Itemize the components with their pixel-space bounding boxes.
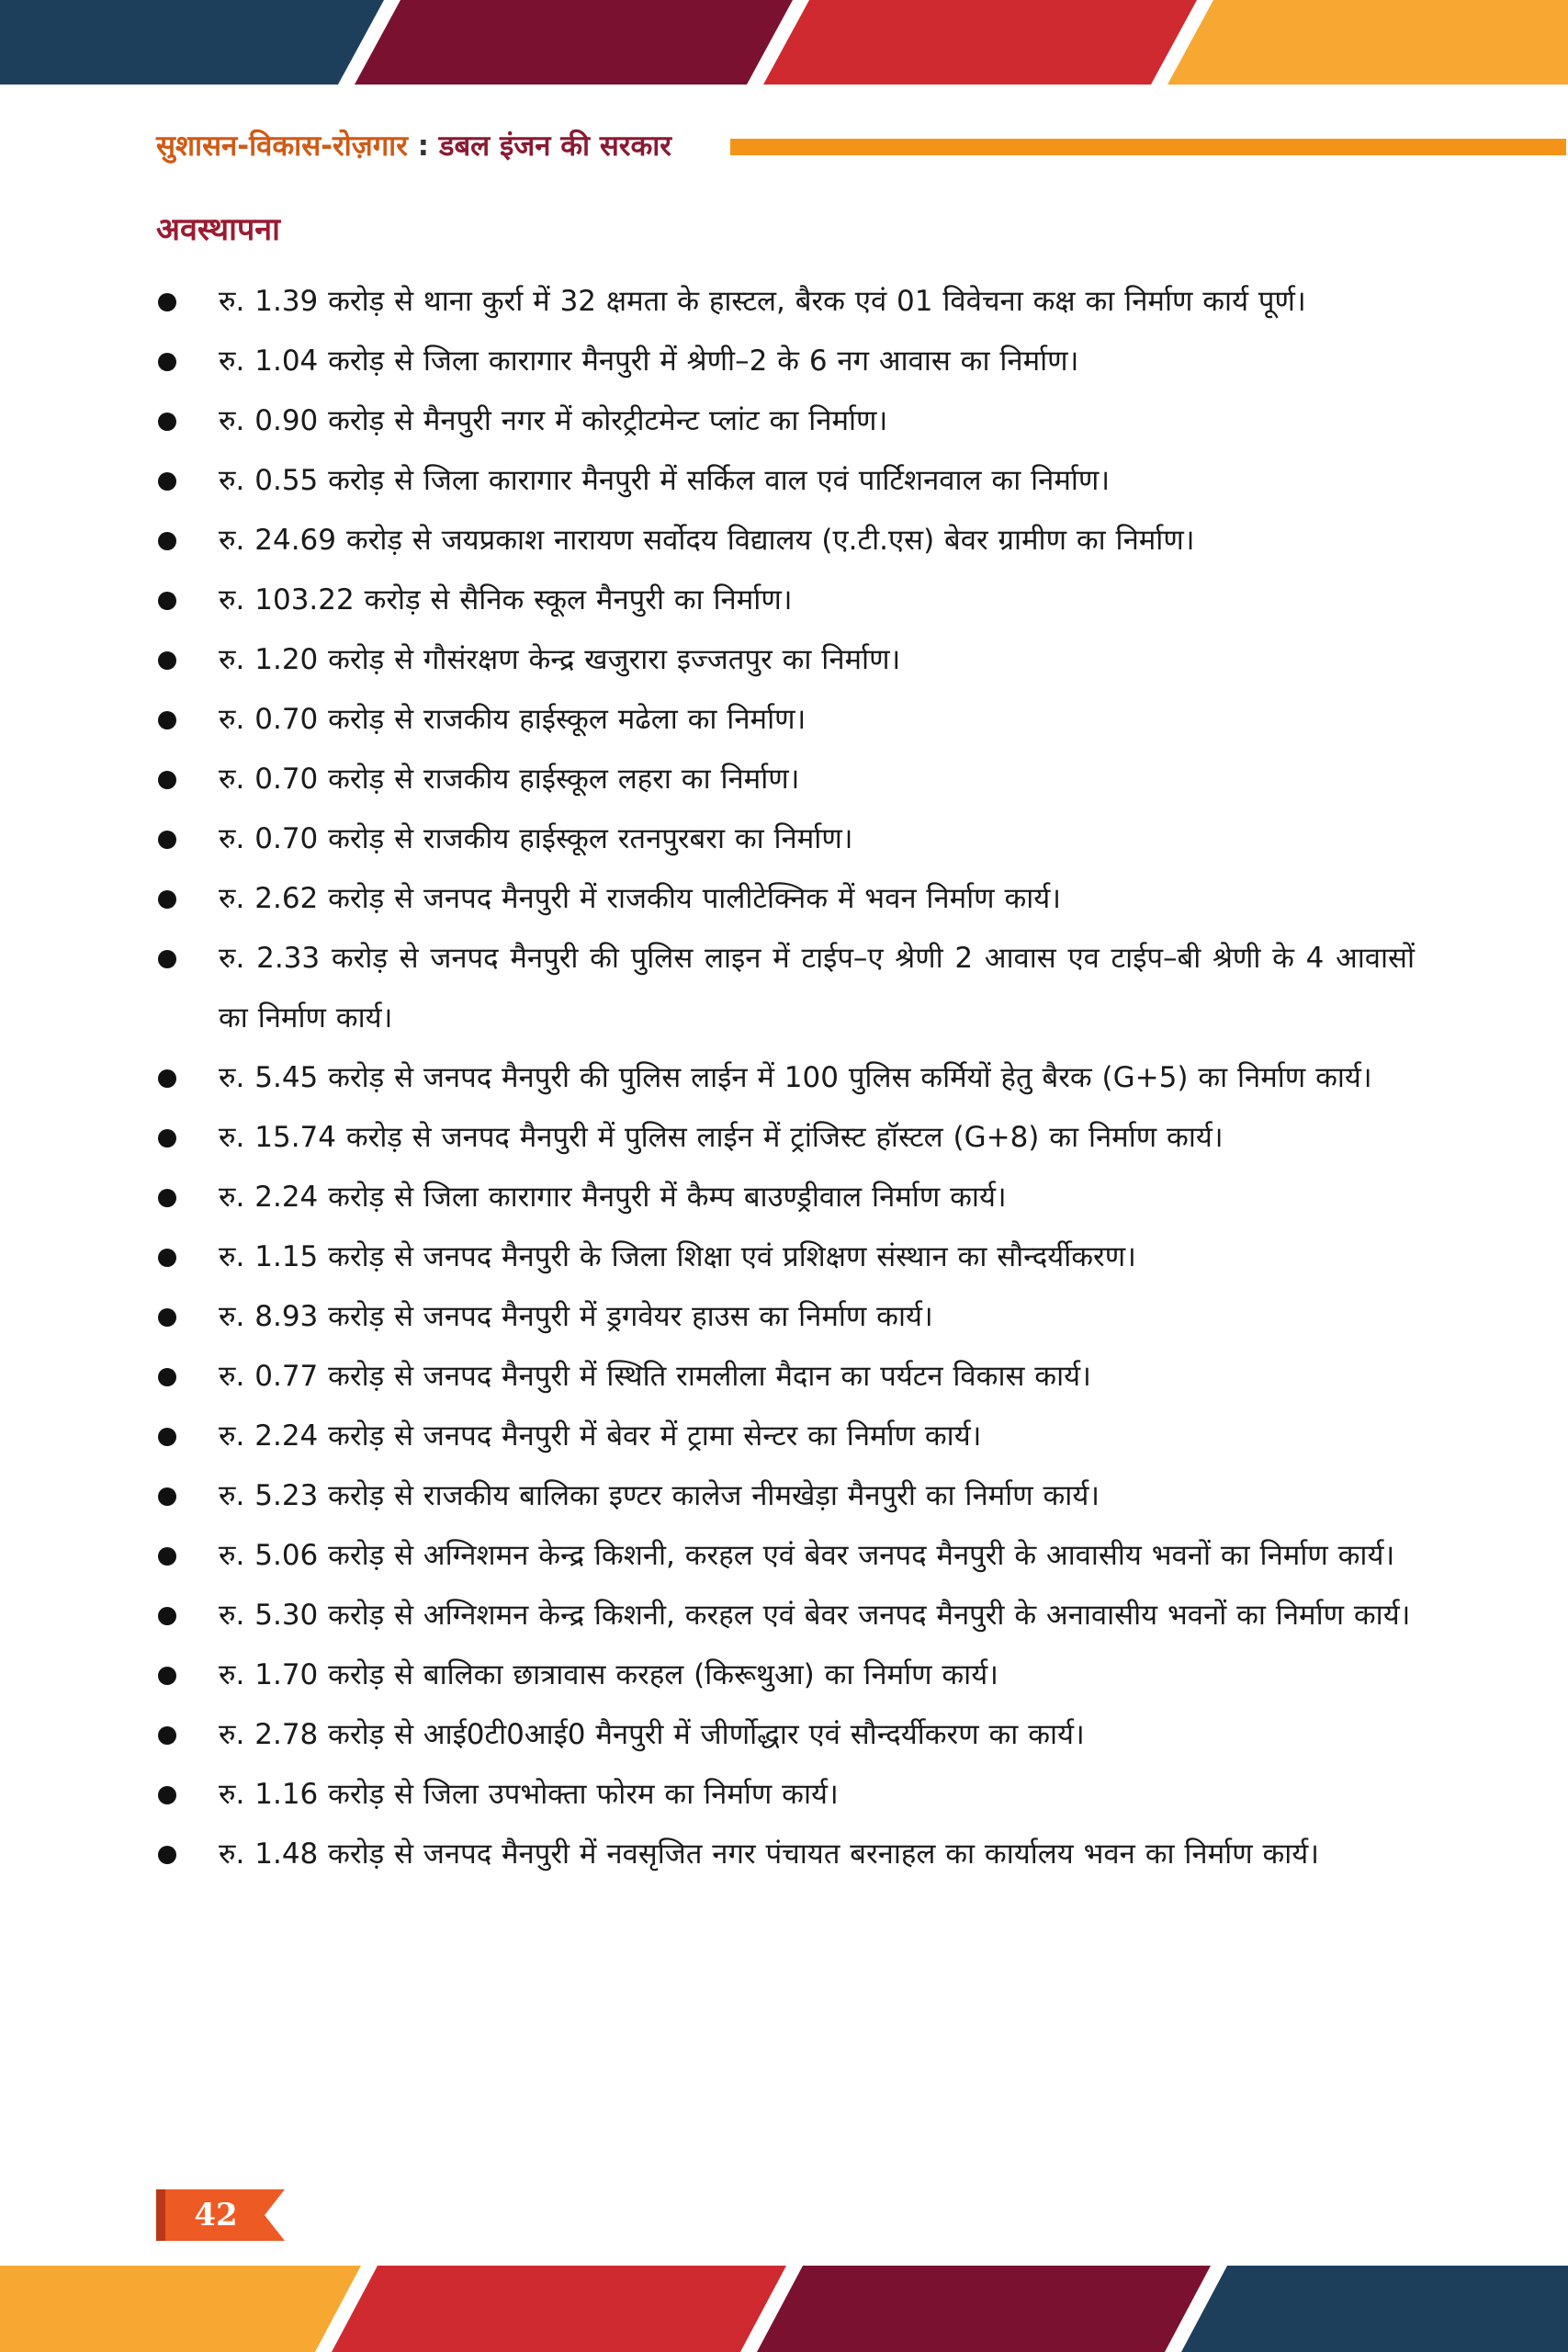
list-item <box>156 630 1415 690</box>
list-item-text: रु. 5.23 करोड़ से राजकीय बालिका इण्टर कालेज नीमखेड़ा मैनपुरी का निर्माण कार्य। <box>219 1479 1100 1512</box>
bullet-icon <box>158 1487 176 1506</box>
list-item <box>156 1407 1415 1466</box>
list-item <box>156 690 1415 750</box>
bullet-icon <box>158 293 176 311</box>
list-item-text: रु. 0.90 करोड़ से मैनपुरी नगर में कोरट्रीटमेन्ट प्लांट का निर्माण। <box>219 404 888 437</box>
list-item-text: रु. 1.04 करोड़ से जिला कारागार मैनपुरी में श्रेणी–2 के 6 नग आवास का निर्माण। <box>219 345 1079 378</box>
list-item-text: रु. 2.24 करोड़ से जनपद मैनपुरी में बेवर में ट्रामा सेन्टर का निर्माण कार्य। <box>219 1419 982 1453</box>
list-item-text: रु. 8.93 करोड़ से जनपद मैनपुरी में ड्रगवेयर हाउस का निर्माण कार्य। <box>219 1300 933 1333</box>
list-item <box>156 1108 1415 1168</box>
bullet-icon <box>158 1308 176 1327</box>
list-item-text: रु. 5.06 करोड़ से अग्निशमन केन्द्र किशनी, करहल एवं बेवर जनपद मैनपुरी के आवासीय भवनों का निर्माण कार्य। <box>219 1539 1395 1572</box>
list-item <box>156 391 1415 451</box>
bullet-icon <box>158 1667 176 1685</box>
list-item-text: रु. 1.70 करोड़ से बालिका छात्रावास करहल (किरूथुआ) का निर्माण कार्य। <box>219 1658 998 1691</box>
bullet-icon <box>158 1786 176 1804</box>
list-item-text: रु. 1.20 करोड़ से गौसंरक्षण केन्द्र खजुरारा इज्जतपुर का निर्माण। <box>219 643 901 676</box>
list-item <box>156 332 1415 391</box>
list-item-text: रु. 24.69 करोड़ से जयप्रकाश नारायण सर्वोदय विद्यालय (ए.टी.एस) बेवर ग्रामीण का निर्माण। <box>219 524 1195 557</box>
bullet-icon <box>158 1129 176 1148</box>
bullet-icon <box>158 1846 176 1864</box>
bullet-icon <box>158 1189 176 1207</box>
page-number: 42 <box>194 2197 238 2233</box>
list-item-text: रु. 15.74 करोड़ से जनपद मैनपुरी में पुलिस लाईन में ट्रांजिस्ट हॉस्टल (G+8) का निर्माण कार्य। <box>219 1121 1224 1154</box>
list-item-text: रु. 1.39 करोड़ से थाना कुर्रा में 32 क्षमता के हास्टल, बैरक एवं 01 विवेचना कक्ष का निर्माण कार्य पूर्ण। <box>219 285 1306 318</box>
list-item <box>156 1287 1415 1347</box>
header-title-part1: सुशासन-विकास-रोज़गार <box>156 130 408 163</box>
section-heading: अवस्थापना <box>156 211 280 248</box>
list-item <box>156 511 1415 571</box>
list-item-text: रु. 0.70 करोड़ से राजकीय हाईस्कूल रतनपुरबरा का निर्माण। <box>219 822 853 855</box>
running-header <box>156 127 1415 169</box>
list-item <box>156 1466 1415 1526</box>
bullet-icon <box>158 1607 176 1625</box>
header-rule <box>730 139 1566 155</box>
list-item <box>156 1526 1415 1586</box>
list-item-text: रु. 2.78 करोड़ से आई0टी0आई0 मैनपुरी में जीर्णोद्धार एवं सौन्दर्यीकरण का कार्य। <box>219 1718 1085 1751</box>
bullet-icon <box>158 771 176 789</box>
list-item-text: रु. 0.70 करोड़ से राजकीय हाईस्कूल मढेला का निर्माण। <box>219 703 807 736</box>
bullet-icon <box>158 651 176 670</box>
header-title <box>156 127 671 165</box>
bullet-icon <box>158 592 176 610</box>
bullet-icon <box>158 890 176 909</box>
list-item <box>156 1705 1415 1765</box>
header-title-separator: : <box>407 130 439 163</box>
header-title-part2: डबल इंजन की सरकार <box>438 130 671 163</box>
top-color-band <box>0 0 1568 85</box>
list-item <box>156 1586 1415 1645</box>
list-item-text: रु. 2.62 करोड़ से जनपद मैनपुरी में राजकीय पालीटेक्निक में भवन निर्माण कार्य। <box>219 882 1062 915</box>
bullet-icon <box>158 1069 176 1088</box>
bullet-icon <box>158 711 176 729</box>
list-item <box>156 571 1415 630</box>
bottom-color-band <box>0 2266 1568 2352</box>
list-item-text: रु. 0.55 करोड़ से जिला कारागार मैनपुरी में सर्किल वाल एवं पार्टिशनवाल का निर्माण। <box>219 464 1111 497</box>
list-item <box>156 929 1415 1048</box>
bullet-icon <box>158 1547 176 1566</box>
list-item-text: रु. 0.70 करोड़ से राजकीय हाईस्कूल लहरा का निर्माण। <box>219 763 800 796</box>
bullet-icon <box>158 353 176 371</box>
list-item-text: रु. 5.45 करोड़ से जनपद मैनपुरी की पुलिस लाईन में 100 पुलिस कर्मियों हेतु बैरक (G+5) का निर्माण कार्य। <box>219 1061 1372 1094</box>
infrastructure-list <box>156 272 1415 1884</box>
list-item <box>156 750 1415 809</box>
list-item <box>156 1825 1415 1884</box>
bullet-icon <box>158 1726 176 1745</box>
bullet-icon <box>158 1249 176 1267</box>
list-item-text: रु. 1.16 करोड़ से जिला उपभोक्ता फोरम का निर्माण कार्य। <box>219 1778 839 1811</box>
bullet-icon <box>158 413 176 431</box>
bullet-icon <box>158 950 176 968</box>
list-item <box>156 809 1415 869</box>
list-item <box>156 272 1415 332</box>
bullet-icon <box>158 532 176 550</box>
list-item <box>156 1765 1415 1825</box>
list-item-text: रु. 103.22 करोड़ से सैनिक स्कूल मैनपुरी का निर्माण। <box>219 583 793 616</box>
list-item <box>156 1227 1415 1287</box>
list-item <box>156 1168 1415 1227</box>
list-item <box>156 869 1415 929</box>
list-item-text: रु. 2.33 करोड़ से जनपद मैनपुरी की पुलिस लाइन में टाईप–ए श्रेणी 2 आवास एव टाईप–बी श्रेणी के 4 आवासों का निर्माण कार्य। <box>219 942 1415 1035</box>
list-item <box>156 1048 1415 1108</box>
bullet-icon <box>158 1428 176 1446</box>
list-item-text: रु. 1.15 करोड़ से जनपद मैनपुरी के जिला शिक्षा एवं प्रशिक्षण संस्थान का सौन्दर्यीकरण। <box>219 1240 1136 1273</box>
list-item <box>156 451 1415 511</box>
bullet-icon <box>158 472 176 491</box>
list-item <box>156 1347 1415 1407</box>
page-number-tab <box>156 2189 285 2241</box>
list-item-text: रु. 1.48 करोड़ से जनपद मैनपुरी में नवसृजित नगर पंचायत बरनाहल का कार्यालय भवन का निर्माण कार्य। <box>219 1838 1320 1871</box>
list-item <box>156 1645 1415 1705</box>
bullet-icon <box>158 831 176 849</box>
list-item-text: रु. 5.30 करोड़ से अग्निशमन केन्द्र किशनी, करहल एवं बेवर जनपद मैनपुरी के अनावासीय भवनों का निर्माण कार्य। <box>219 1599 1411 1632</box>
list-item-text: रु. 0.77 करोड़ से जनपद मैनपुरी में स्थिति रामलीला मैदान का पर्यटन विकास कार्य। <box>219 1360 1091 1393</box>
bullet-icon <box>158 1368 176 1386</box>
list-item-text: रु. 2.24 करोड़ से जिला कारागार मैनपुरी में कैम्प बाउण्ड्रीवाल निर्माण कार्य। <box>219 1181 1007 1214</box>
